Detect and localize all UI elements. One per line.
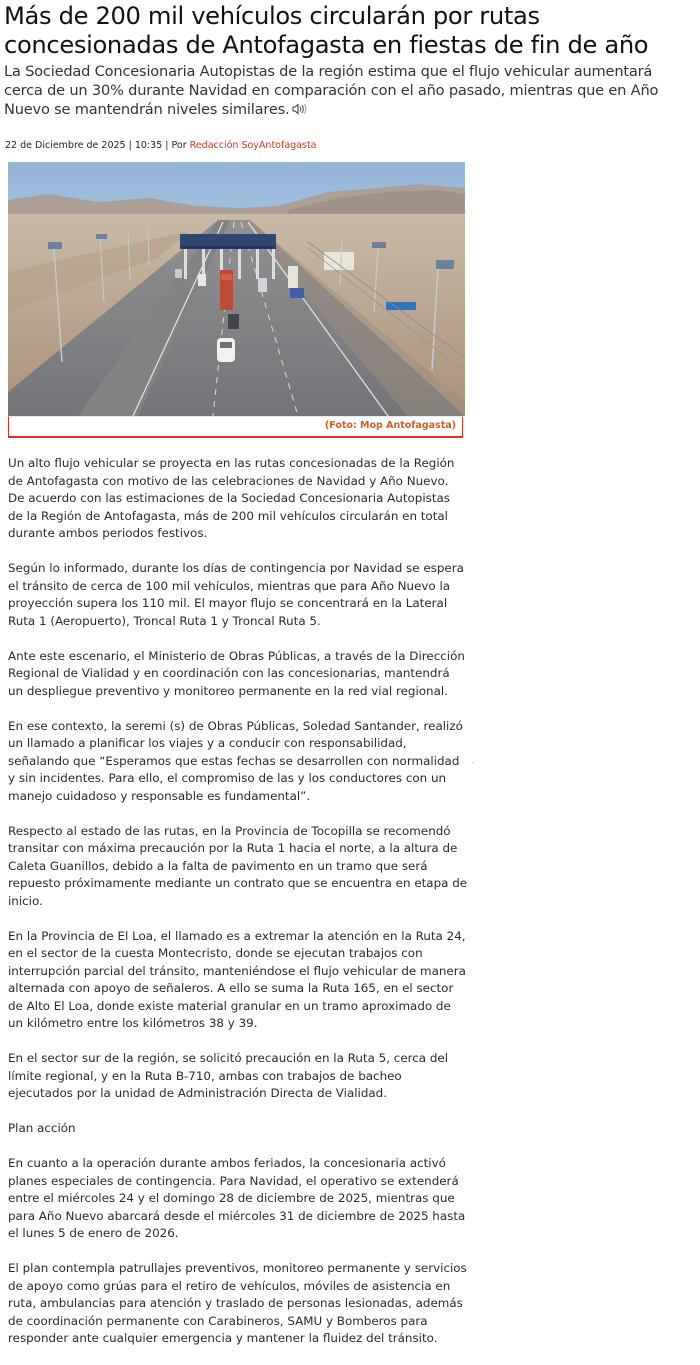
- article-paragraph: Según lo informado, durante los días de contingencia por Navidad se espera el tránsito de cerca de 100 mil vehículos, mientras que para Año Nuevo la proyección supera los 110 mil. El mayor flujo se concentrará en la Lateral Ruta 1 (Aeropuerto), Troncal Ruta 1 y Troncal Ruta 5.: [8, 561, 464, 628]
- listen-audio-icon[interactable]: [292, 101, 308, 120]
- article-title: Más de 200 mil vehículos circularán por rutas concesionadas de Antofagasta en fiestas de fin de año: [4, 2, 649, 59]
- toll-plaza-highway-desert-photo: [8, 162, 465, 416]
- article-paragraph: Ante este escenario, el Ministerio de Obras Públicas, a través de la Dirección Regional de Vialidad y en coordinación con las concesionarias, mantendrá un despliegue preventivo y monitoreo permanente en la red vial regional.: [8, 648, 465, 698]
- publish-date: 22 de Diciembre de 2025: [5, 140, 126, 151]
- article-paragraph: En el sector sur de la región, se solicitó precaución en la Ruta 5, cerca del límite regional, y en la Ruta B-710, ambas con trabajos de bacheo ejecutados por la unidad de Administración Directa de Vialidad.: [8, 1051, 449, 1100]
- article-paragraph: En ese contexto, la seremi (s) de Obras Públicas, Soledad Santander, realizó un llamado a planificar los viajes y a conducir con responsabilidad, señalando que “Esperamos que estas fechas se desarrollen con normalidad y sin incidentes. Para ello, el compromiso de las y los conductores con un manejo cuidadoso y responsable es fundamental”.: [8, 718, 463, 803]
- article-subtitle: [4, 62, 694, 120]
- article-paragraph: En la Provincia de El Loa, el llamado es a extremar la atención en la Ruta 24, en el sector de la cuesta Montecristo, donde se ejecutan trabajos con interrupción parcial del tránsito, manteniéndose el flujo vehicular de manera alternada con apoyo de señaleros. A ello se suma la Ruta 165, en el sector de Alto El Loa, donde existe material granular en un tramo aproximado de un kilómetro entre los kilómetros 38 y 39.: [8, 928, 466, 1030]
- article-paragraph: En cuanto a la operación durante ambos feriados, la concesionaria activó planes especiales de contingencia. Para Navidad, el operativo se extenderá entre el miércoles 24 y el domingo 28 de diciembre de 2025, mientras que para Año Nuevo abarcará desde el miércoles 31 de diciembre de 2025 hasta el lunes 5 de enero de 2026.: [8, 1156, 466, 1240]
- article-paragraph: Respecto al estado de las rutas, en la Provincia de Tocopilla se recomendó transitar con máxima precaución por la Ruta 1 hacia el norte, a la altura de Caleta Guanillos, debido a la falta de pavimento en un tramo que será repuesto próximamente mediante un contrato que se encuentra en etapa de inicio.: [8, 823, 468, 908]
- byline-separator: |: [165, 140, 169, 151]
- article-paragraph: Un alto flujo vehicular se proyecta en las rutas concesionadas de la Región de Antofagasta con motivo de las celebraciones de Navidad y Año Nuevo. De acuerdo con las estimaciones de la Sociedad Concesionaria Autopistas de la Región de Antofagasta, más de 200 mil vehículos circularán en total durante ambos periodos festivos.: [8, 456, 455, 540]
- article-body: [8, 455, 468, 1365]
- photo-caption-bar: [8, 416, 463, 438]
- article-paragraph: El plan contempla patrullajes preventivos, monitoreo permanente y servicios de apoyo como grúas para el retiro de vehículos, móviles de asistencia en ruta, ambulancias para atención y traslado de personas lesionadas, además de coordinación permanente con Carabineros, SAMU y Bomberos para responder ante cualquier emergencia y mantener la fluidez del tránsito.: [8, 1261, 467, 1345]
- section-heading: Plan acción: [8, 1121, 76, 1135]
- divider-dot: [472, 762, 473, 763]
- publish-time: 10:35: [134, 140, 163, 151]
- article-photo: [8, 162, 465, 416]
- byline-separator: |: [128, 140, 132, 151]
- subtitle-text: La Sociedad Concesionaria Autopistas de la región estima que el flujo vehicular aumentará cerca de un 30% durante Navidad en comparación con el año pasado, mientras que en Año Nuevo se mantendrán niveles similares.: [4, 63, 659, 118]
- article-byline: [5, 139, 317, 153]
- byline-by-label: Por: [171, 140, 187, 151]
- author-link[interactable]: Redacción SoyAntofagasta: [189, 140, 317, 151]
- photo-caption: (Foto: Mop Antofagasta): [324, 420, 456, 431]
